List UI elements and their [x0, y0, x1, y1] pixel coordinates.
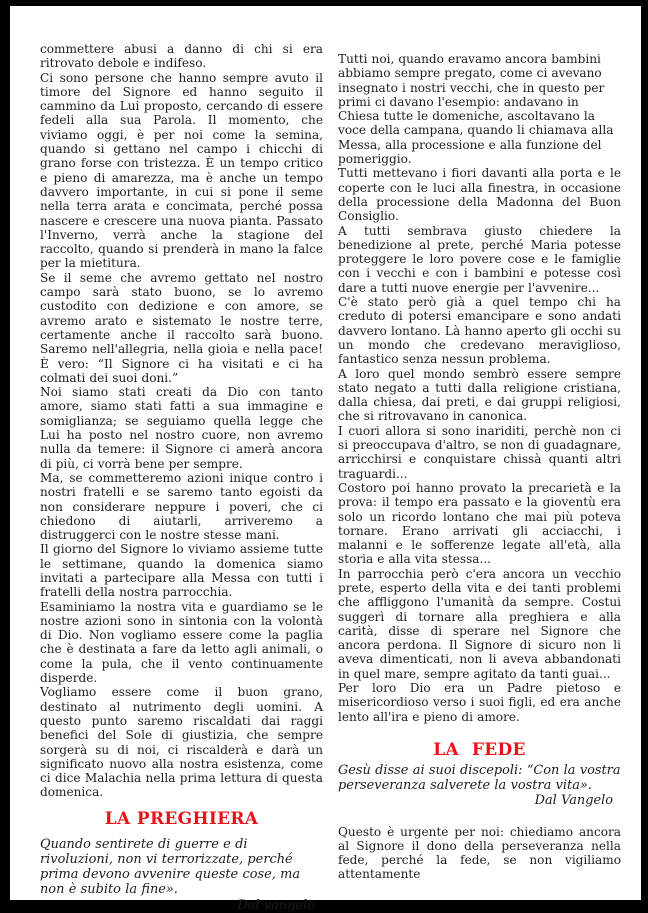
- quote-attribution: Dal vangelo: [237, 897, 315, 913]
- gospel-quote: Gesù disse ai suoi discepoli: “Con la vostra perseveranza salverete la vostra vita».: [338, 762, 621, 794]
- paragraph: I cuori allora si sono inariditi, perchè non ci si preoccupava d'altro, se non di guadagnare, arricchirsi e conquistare chissà quanti altri traguardi...: [338, 423, 621, 481]
- paragraph: Se il seme che avremo gettato nel nostro campo sarà stato buono, se lo avremo custodito con dedizione e con amore, se avremo arato e sistemato le nostre terre, certamente anche il raccolto sarà buono. Saremo nell'allegria, nella gioia e nella pace! È vero: “Il Signore ci ha visitati e ci ha colmati dei suoi doni.”: [40, 270, 323, 385]
- paragraph: Per loro Dio era un Padre pietoso e misericordioso verso i suoi figli, ed era anche lento all'ira e pieno di amore.: [338, 681, 621, 724]
- paragraph: Tutti noi, quando eravamo ancora bambini abbiamo sempre pregato, come ci avevano insegnato i nostri vecchi, che in questo per primi ci davano l'esempio: andavano in Chiesa tutte le domeniche, ascoltavano la voce della campana, quando li chiamava alla Messa, alla processione e alla funzione del pomeriggio.: [338, 52, 614, 167]
- paragraph: Il giorno del Signore lo viviamo assieme tutte le settimane, quando la domenica siamo invitati a partecipare alla Messa con tutti i fratelli della nostra parrocchia.: [40, 542, 323, 600]
- paragraph: Tutti mettevano i fiori davanti alla porta e le coperte con le luci alla finestra, in occasione della processione della Madonna del Buon Consiglio.: [338, 166, 621, 224]
- paragraph: Ma, se commetteremo azioni inique contro i nostri fratelli e se saremo tanto egoisti da non considerare neppure i poveri, che ci chiedono di aiutarli, arriveremo a distruggerci con le nostre stesse mani.: [40, 470, 323, 543]
- paragraph: Esaminiamo la nostra vita e guardiamo se le nostre azioni sono in sintonia con la volontà di Dio. Non vogliamo essere come la paglia che è destinata a fare da letto agli animali, o come la pula, che il vento continuamente disperde.: [40, 599, 323, 686]
- paragraph: In parrocchia però c'era ancora un vecchio prete, esperto della vita e dei tanti problemi che affliggono l'umanità da sempre. Costui suggerì di tornare alla preghiera e alla carità, disse di sperare nel Signore che ancora perdona. Il Signore di sicuro non li aveva dimenticati, non li aveva abbandonati in quel mare, sempre agitato da tanti guai...: [338, 566, 621, 681]
- gospel-quote: Quando sentirete di guerre e di rivoluzioni, non vi terrorizzate, perché prima devono avvenire queste cose, ma non è subito la fine».: [40, 836, 301, 898]
- section-heading-preghiera: LA PREGHIERA: [104, 808, 259, 829]
- paragraph: A loro quel mondo sembrò essere sempre stato negato a tutti dalla religione cristiana, dalla chiesa, dai preti, e dai gruppi religiosi, che si ritrovavano in canonica.: [338, 366, 621, 424]
- paragraph: A tutti sembrava giusto chiedere la benedizione al prete, perché Maria potesse proteggere le loro povere cose e le famiglie con i vecchi e con i bambini e potesse così dare a tutti nuove energie per l'avvenire...: [338, 223, 621, 295]
- paragraph: C'è stato però già a quel tempo chi ha creduto di potersi emancipare e sono andati davvero lontano. Là hanno aperto gli occhi su un mondo che credevano meraviglioso, fantastico senza nessun problema.: [338, 295, 621, 367]
- closing-paragraph: Questo è urgente per noi: chiediamo ancora al Signore il dono della perseveranza nella fede, perché la fede, se non vigiliamo attentamente: [338, 824, 621, 882]
- paragraph: commettere abusi a danno di chi si era ritrovato debole e indifeso.: [40, 42, 323, 71]
- paragraph: Ci sono persone che hanno sempre avuto il timore del Signore ed hanno seguito il cammino da Lui proposto, cercando di essere fedeli alla sua Parola. Il momento, che viviamo oggi, è per noi come la semina, quando si gettano nel campo i chicchi di grano forse con tristezza. È un tempo critico e pieno di amarezza, ma è anche un tempo davvero importante, in cui si pone il seme nella terra arata e concimata, perché possa nascere e crescere una nuova pianta. Passato l'Inverno, verrà anche la stagione del raccolto, quando si prenderà in mano la falce per la mietitura.: [40, 70, 323, 271]
- paragraph: Noi siamo stati creati da Dio con tanto amore, siamo stati fatti a sua immagine e somiglianza; se seguiamo quella legge che Lui ha posto nel nostro cuore, non avremo nulla da temere: il Signore ci amerà ancora di più, ci vorrà bene per sempre.: [40, 385, 323, 471]
- two-column-layout: [40, 42, 621, 913]
- left-column: [40, 42, 323, 913]
- paragraph: Vogliamo essere come il buon grano, destinato al nutrimento degli uomini. A questo punto saremo riscaldati dai raggi benefici del Sole di giustizia, che sempre sorgerà su di noi, ci riscalderà e darà un significato nuovo alla nostra esistenza, come ci dice Malachia nella prima lettura di questa domenica.: [40, 685, 323, 800]
- document-page: [10, 6, 641, 913]
- quote-attribution: Dal Vangelo: [534, 793, 613, 809]
- paragraph: Costoro poi hanno provato la precarietà e la prova: il tempo era passato e la gioventù era solo un ricordo lontano che mai più poteva tornare. Erano arrivati gli acciacchi, i malanni e le sofferenze legate all'età, alla storia e alla vita stessa...: [338, 480, 621, 567]
- section-heading-fede: LA FEDE: [433, 739, 526, 760]
- right-column: [338, 42, 621, 913]
